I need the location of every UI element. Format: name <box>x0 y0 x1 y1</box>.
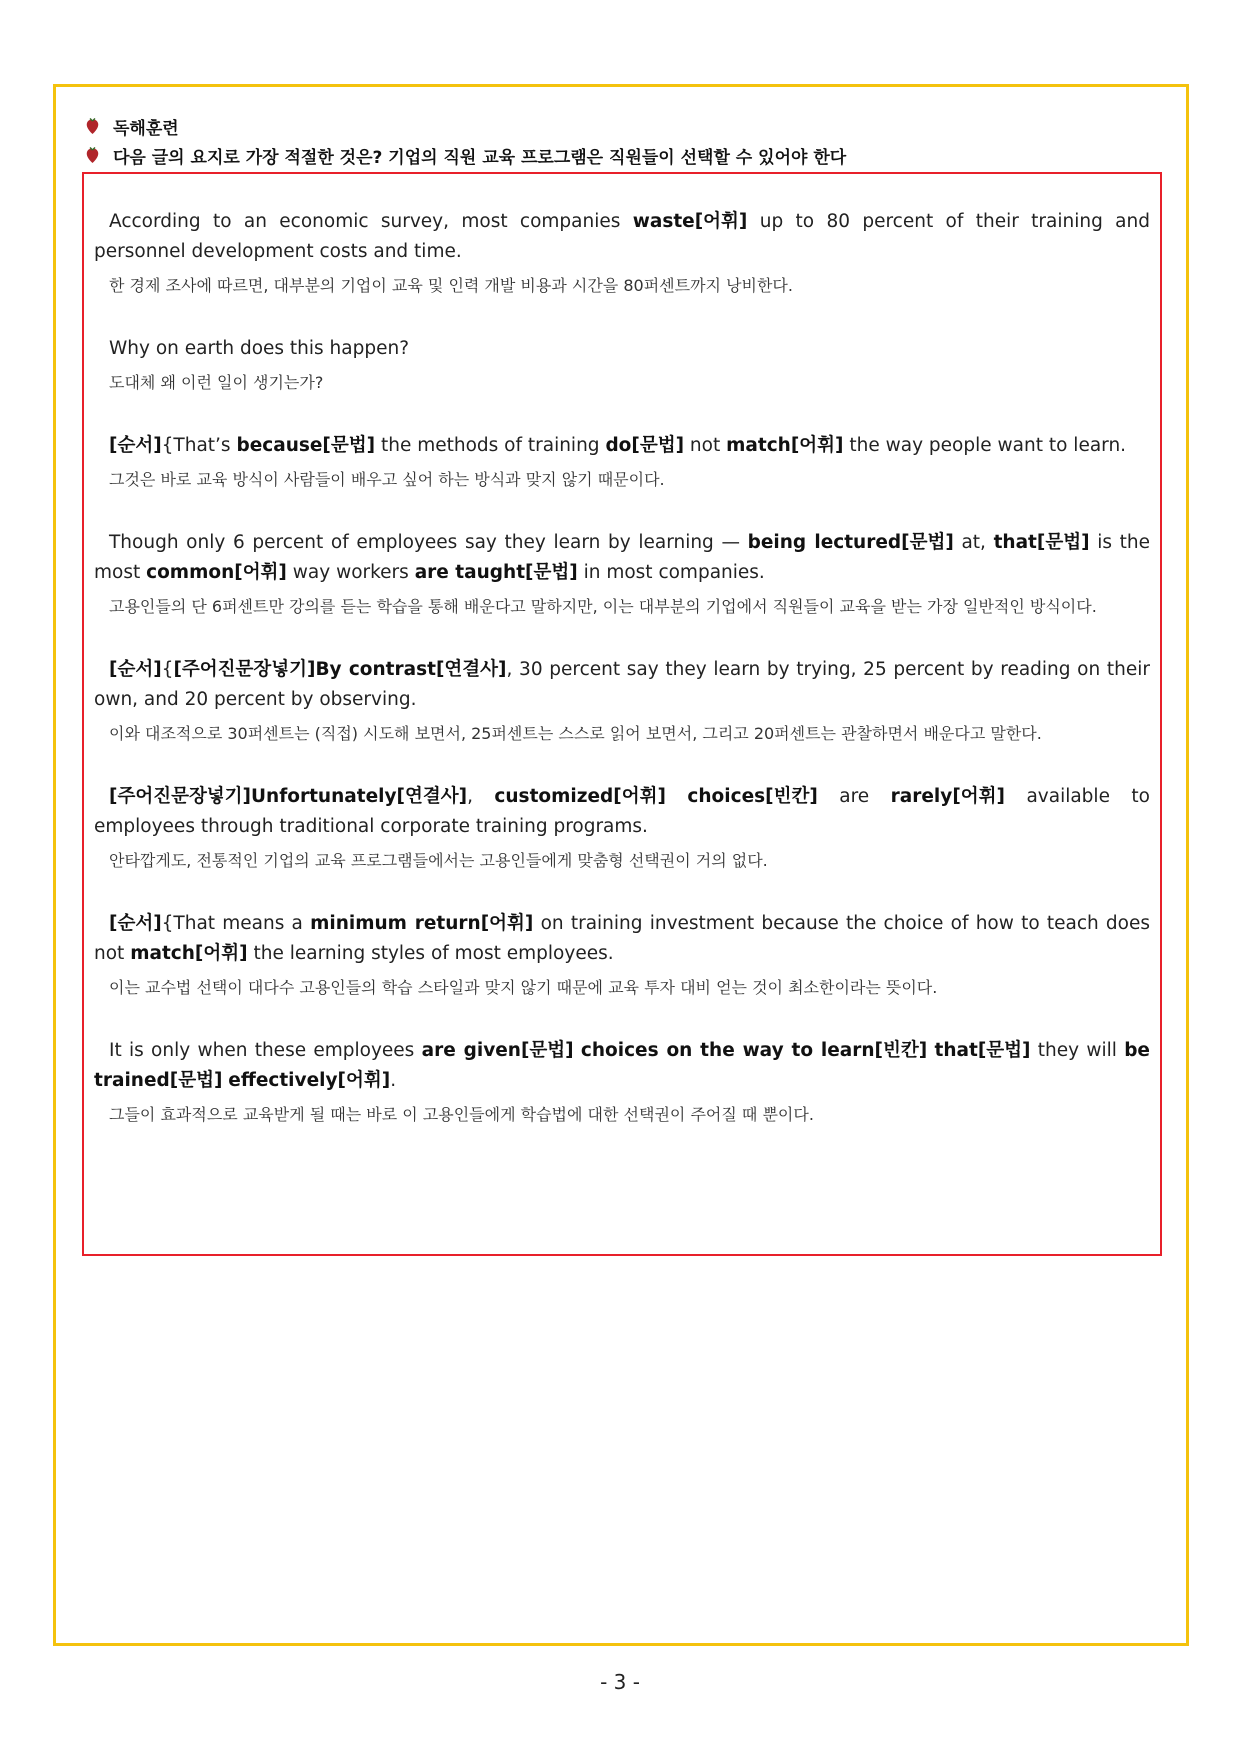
sentence-text: way workers <box>286 562 415 583</box>
english-sentence <box>94 207 1150 267</box>
strawberry-bullet-icon <box>86 147 99 164</box>
passage-paragraph <box>94 782 1150 875</box>
passage-paragraph <box>94 909 1150 1002</box>
annotated-term: because[문법] <box>236 435 376 456</box>
annotated-term: [주어진문장넣기]By contrast[연결사] <box>173 659 507 680</box>
passage-box <box>82 172 1162 1256</box>
korean-translation: 안타깝게도, 전통적인 기업의 교육 프로그램들에서는 고용인들에게 맞춤형 선택권이 거의 없다. <box>109 851 768 870</box>
passage-paragraph <box>94 431 1150 494</box>
annotated-term: common[어휘] <box>146 562 287 583</box>
english-sentence <box>94 909 1150 969</box>
annotated-term: that[문법] <box>934 1040 1031 1061</box>
sentence-text: is the most <box>94 532 1150 583</box>
sentence-text: not <box>684 435 727 456</box>
sentence-text: { <box>161 659 174 680</box>
annotated-term: effectively[어휘] <box>228 1070 391 1091</box>
sentence-text: According to an economic survey, most companies <box>109 211 633 232</box>
sentence-text: on training investment because the choice of how to teach does not <box>94 913 1151 964</box>
sentence-text: Why on earth does this happen? <box>109 338 410 359</box>
english-sentence <box>94 1036 1150 1096</box>
passage-paragraph <box>94 1036 1150 1129</box>
korean-translation: 이는 교수법 선택이 대다수 고용인들의 학습 스타일과 맞지 않기 때문에 교육 투자 대비 얻는 것이 최소한이라는 뜻이다. <box>109 978 938 997</box>
page-number: - 3 - <box>600 1670 640 1694</box>
sentence-text: the methods of training <box>375 435 606 456</box>
korean-translation: 그들이 효과적으로 교육받게 될 때는 바로 이 고용인들에게 학습법에 대한 선택권이 주어질 때 뿐이다. <box>109 1105 814 1124</box>
sentence-text: available to employees through traditional corporate training programs. <box>94 786 1150 837</box>
sentence-text: they will <box>1030 1040 1125 1061</box>
english-sentence <box>94 431 1150 461</box>
english-sentence <box>94 334 1150 364</box>
annotated-term: [순서] <box>109 435 162 456</box>
annotated-term: waste[어휘] <box>632 211 748 232</box>
korean-translation: 한 경제 조사에 따르면, 대부분의 기업이 교육 및 인력 개발 비용과 시간을 80퍼센트까지 낭비한다. <box>109 276 793 295</box>
korean-translation: 이와 대조적으로 30퍼센트는 (직접) 시도해 보면서, 25퍼센트는 스스로 읽어 보면서, 그리고 20퍼센트는 관찰하면서 배운다고 말한다. <box>109 724 1042 743</box>
passage-paragraph <box>94 334 1150 397</box>
sentence-text <box>666 786 687 807</box>
annotated-term: are taught[문법] <box>414 562 578 583</box>
passage-content <box>94 207 1150 1129</box>
sentence-text: Though only 6 percent of employees say they learn by learning — <box>109 532 748 553</box>
english-sentence <box>94 782 1150 842</box>
sentence-text: up to 80 percent of their training and personnel development costs and time. <box>94 211 1150 262</box>
annotated-term: that[문법] <box>993 532 1090 553</box>
annotated-term: do[문법] <box>605 435 685 456</box>
sentence-text: , <box>467 786 495 807</box>
sentence-text: It is only when these employees <box>109 1040 422 1061</box>
sentence-text: . <box>390 1070 397 1091</box>
english-sentence <box>94 528 1150 588</box>
sentence-text: in most companies. <box>577 562 765 583</box>
annotated-term: match[어휘] <box>130 943 248 964</box>
section-header <box>86 114 179 139</box>
sentence-text: {That’s <box>161 435 237 456</box>
annotated-term: choices on the way to learn[빈칸] <box>580 1040 928 1061</box>
question-header <box>86 143 846 168</box>
english-sentence <box>94 655 1150 715</box>
sentence-text <box>574 1040 581 1061</box>
annotated-term: [주어진문장넣기]Unfortunately[연결사] <box>109 786 468 807</box>
sentence-text: the way people want to learn. <box>843 435 1127 456</box>
question-text: 다음 글의 요지로 가장 적절한 것은? 기업의 직원 교육 프로그램은 직원들이 선택할 수 있어야 한다 <box>113 148 847 168</box>
annotated-term: customized[어휘] <box>494 786 666 807</box>
passage-paragraph <box>94 655 1150 748</box>
section-title: 독해훈련 <box>113 119 179 139</box>
annotated-term: [순서] <box>109 913 162 934</box>
annotated-term: minimum return[어휘] <box>310 913 534 934</box>
korean-translation: 도대체 왜 이런 일이 생기는가? <box>109 373 324 392</box>
sentence-text: the learning styles of most employees. <box>247 943 614 964</box>
annotated-term: are given[문법] <box>421 1040 574 1061</box>
passage-paragraph <box>94 528 1150 621</box>
annotated-term: match[어휘] <box>726 435 844 456</box>
passage-paragraph <box>94 207 1150 300</box>
sentence-text: at, <box>953 532 994 553</box>
korean-translation: 고용인들의 단 6퍼센트만 강의를 듣는 학습을 통해 배운다고 말하지만, 이는 대부분의 기업에서 직원들이 교육을 받는 가장 일반적인 방식이다. <box>109 597 1097 616</box>
annotated-term: being lectured[문법] <box>747 532 954 553</box>
sentence-text: are <box>817 786 891 807</box>
annotated-term: choices[빈칸] <box>687 786 818 807</box>
sentence-text: {That means a <box>161 913 311 934</box>
annotated-term: rarely[어휘] <box>890 786 1005 807</box>
sentence-text: , 30 percent say they learn by trying, 25 percent by reading on their own, and 20 percent by observing. <box>94 659 1150 710</box>
annotated-term: [순서] <box>109 659 162 680</box>
korean-translation: 그것은 바로 교육 방식이 사람들이 배우고 싶어 하는 방식과 맞지 않기 때문이다. <box>109 470 665 489</box>
strawberry-bullet-icon <box>86 118 99 135</box>
annotated-term: be trained[문법] <box>94 1040 1150 1091</box>
